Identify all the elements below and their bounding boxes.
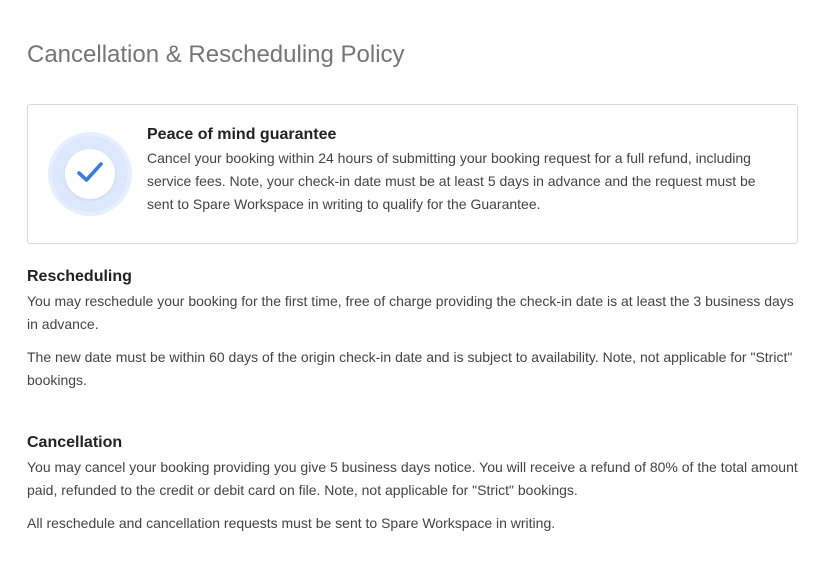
page-title: Cancellation & Rescheduling Policy [27,41,405,68]
check-icon [77,161,103,188]
rescheduling-heading: Rescheduling [27,268,132,285]
check-badge [48,132,132,216]
guarantee-heading: Peace of mind guarantee [147,126,337,143]
guarantee-body: Cancel your booking within 24 hours of submitting your booking request for a full refund, including service fees. Note, your check-in date must be at least 5 days in advance and the request must be sent to Spare Workspace in writing to qualify for the Guarantee. [147,150,756,212]
rescheduling-paragraph: The new date must be within 60 days of the origin check-in date and is subject to availability. Note, not applicable for "Strict" bookings. [27,349,793,388]
cancellation-heading: Cancellation [27,434,123,451]
guarantee-text [147,125,777,216]
cancellation-paragraph: You may cancel your booking providing you give 5 business days notice. You will receive a refund of 80% of the total amount paid, refunded to the credit or debit card on file. Note, not applicable for "Strict" bookings. [27,459,798,498]
guarantee-card [27,104,798,244]
cancellation-paragraph: All reschedule and cancellation requests must be sent to Spare Workspace in writing. [27,515,556,531]
rescheduling-section [27,267,798,392]
cancellation-section [27,433,798,535]
rescheduling-paragraph: You may reschedule your booking for the first time, free of charge providing the check-in date is at least the 3 business days in advance. [27,293,794,332]
